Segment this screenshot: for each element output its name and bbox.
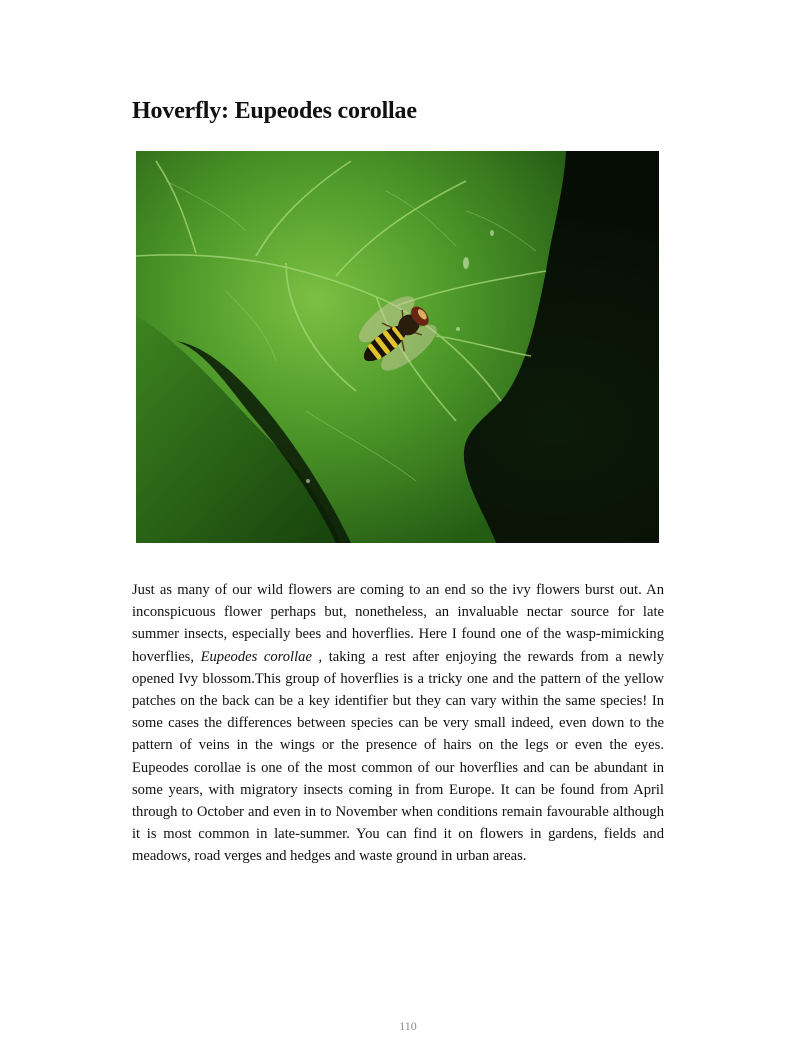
page-number: 110	[399, 1019, 417, 1033]
page-title: Hoverfly: Eupeodes corollae	[132, 98, 417, 124]
species-name: Eupeodes corollae	[200, 648, 312, 665]
photo-illustration	[136, 151, 659, 543]
paragraph-text-part2: , taking a rest after enjoying the rewards from a newly opened Ivy blossom.This group of hoverflies is a tricky one and the pattern of the yellow patches on the back can be a key identifier but they can vary within the same species! In some cases the differences between species can be very small indeed, even down to the pattern of veins in the wings or the presence of hairs on the legs or even the eyes. Eupeodes corollae is one of the most common of our hoverflies and can be abundant in some years, with migratory insects coming in from Europe. It can be found from April through to October and even in to November when conditions remain favourable although it is most common in late-summer. You can find it on flowers in gardens, fields and meadows, road verges and hedges and waste ground in urban areas.	[132, 648, 665, 865]
hoverfly-photo	[136, 151, 659, 543]
article-paragraph	[132, 579, 664, 868]
paragraph-text-part1: Just as many of our wild flowers are coming to an end so the ivy flowers burst out. An inconspicuous flower perhaps but, nonetheless, an invaluable nectar source for late summer insects, especially bees and hoverflies. Here I found one of the wasp-mimicking hoverflies,	[132, 582, 664, 665]
